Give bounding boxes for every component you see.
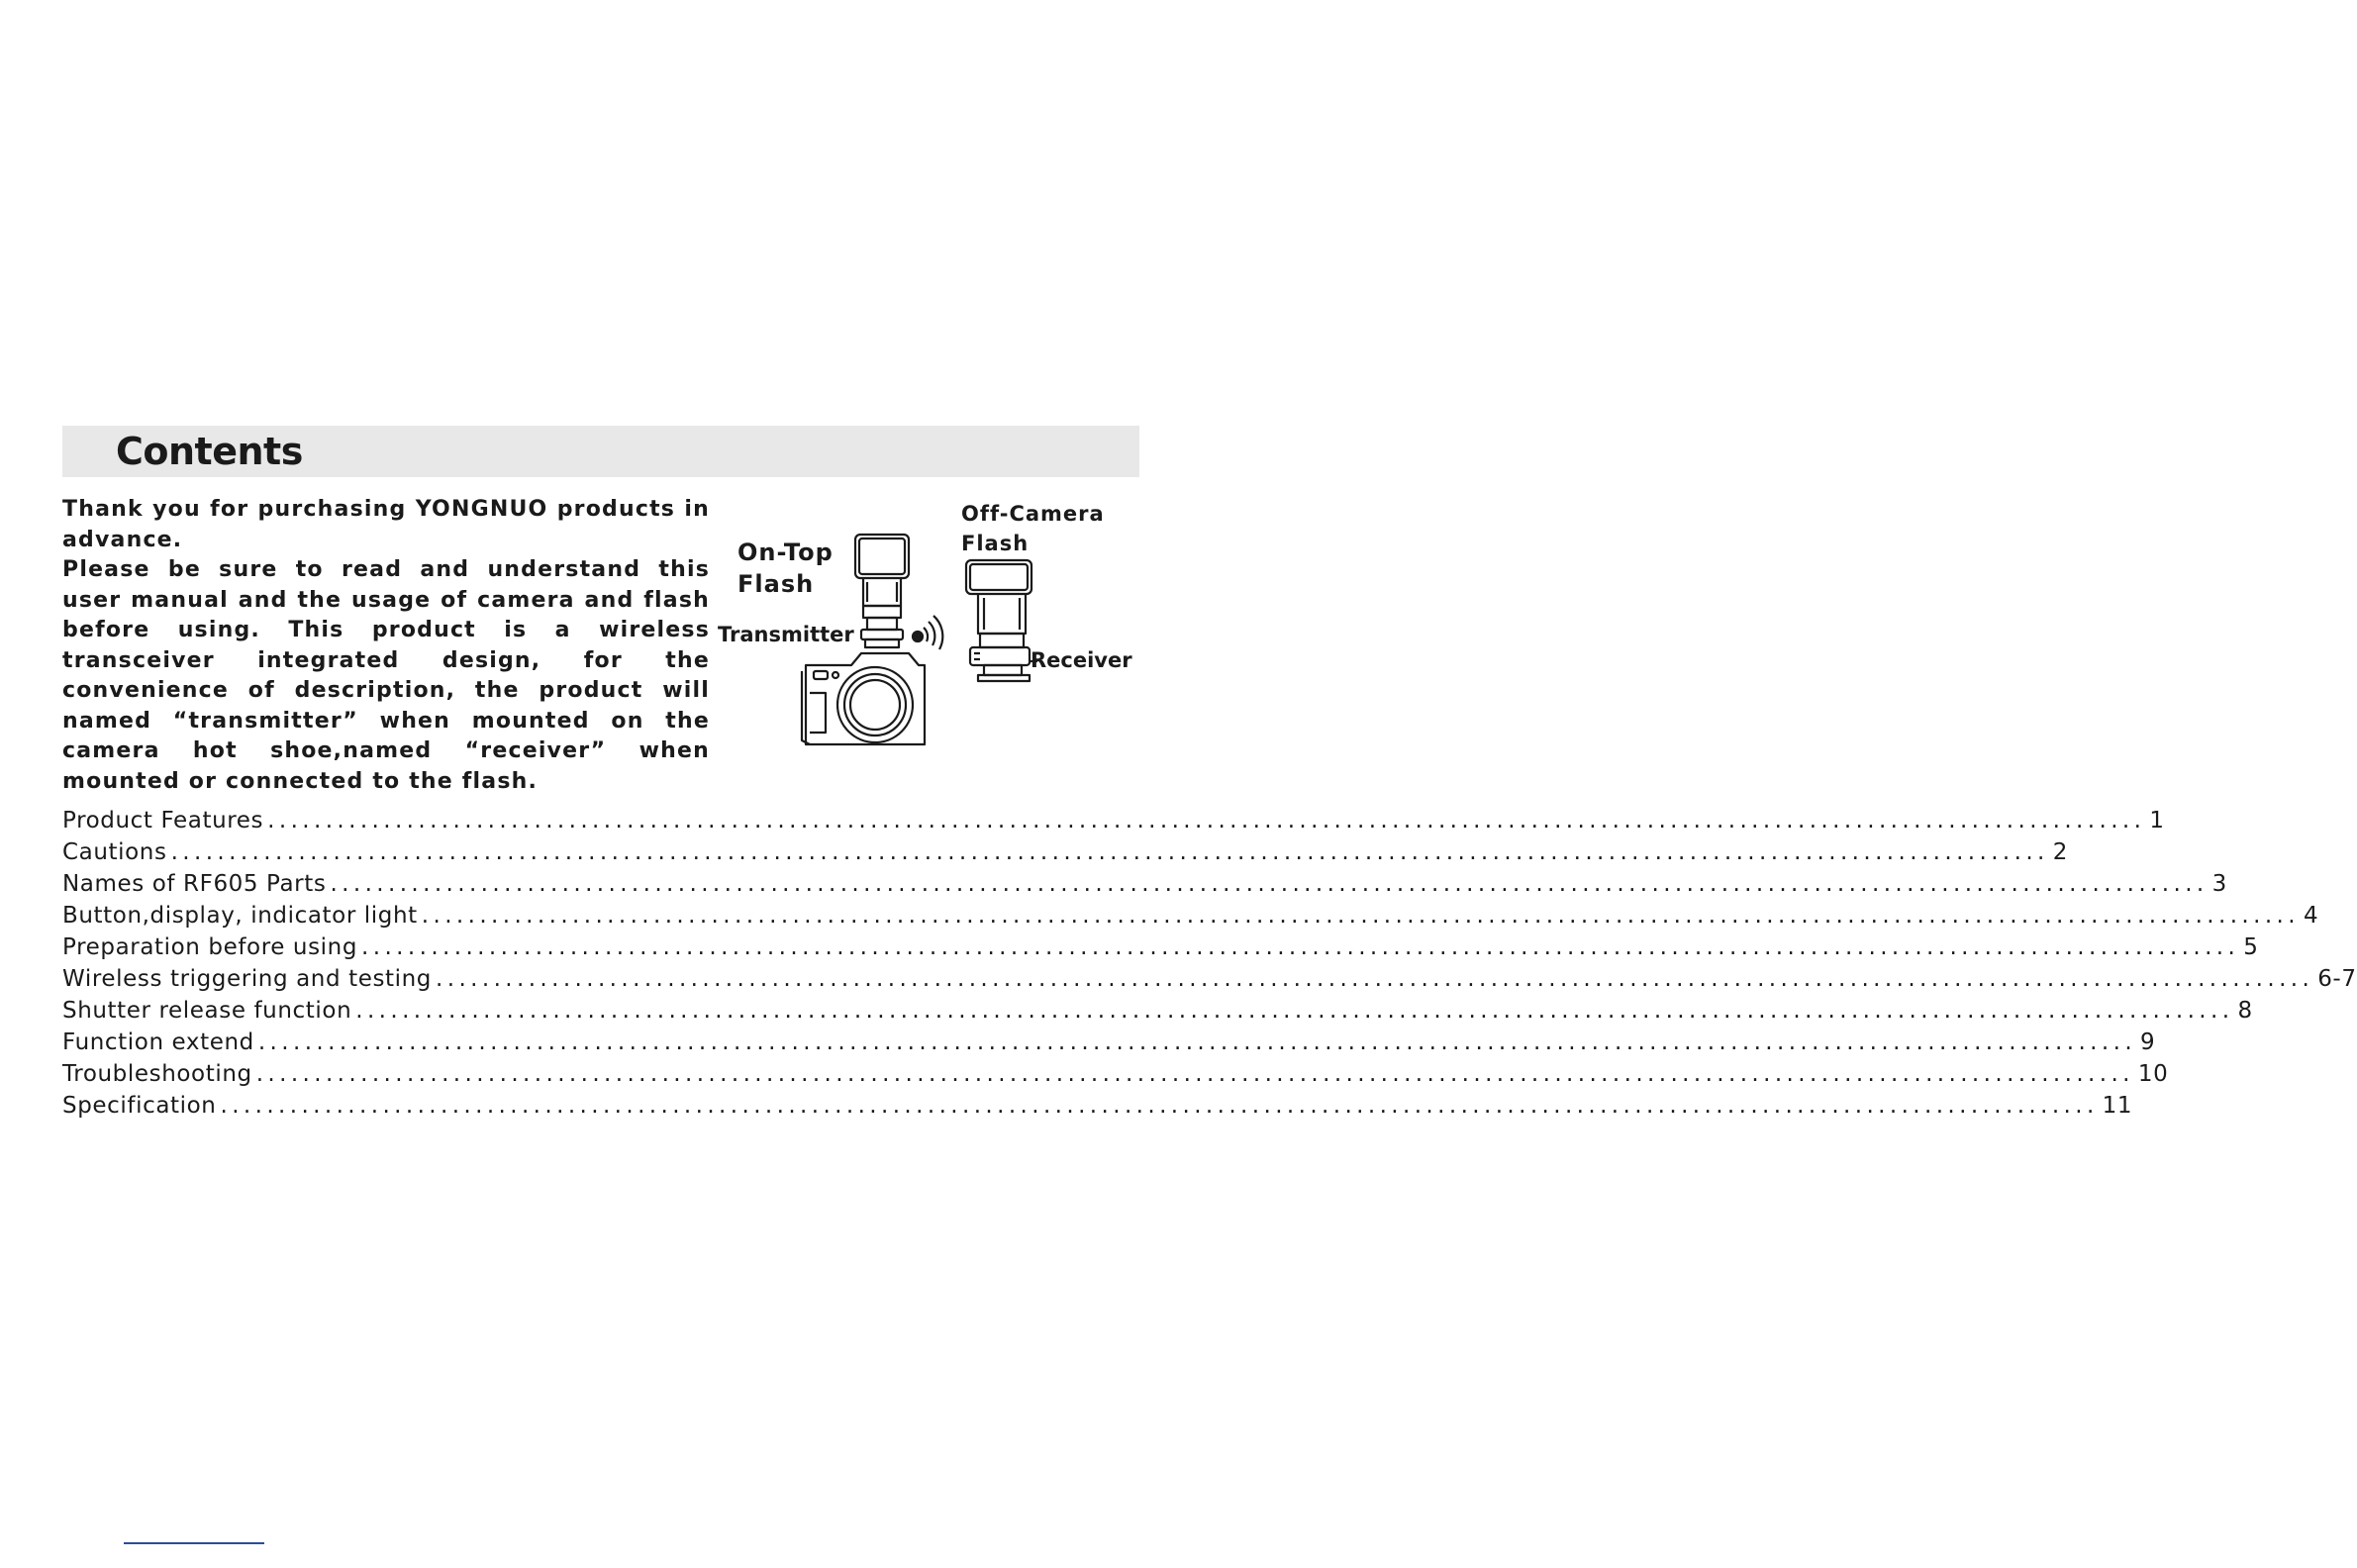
transmitter-icon	[861, 630, 903, 647]
off-camera-flash-icon	[966, 560, 1031, 647]
toc-entry-label: Specification	[62, 1093, 217, 1119]
table-of-contents	[62, 808, 2357, 1125]
transmitter-label: Transmitter	[718, 623, 854, 646]
toc-entry[interactable]	[62, 1029, 2156, 1061]
toc-entry[interactable]	[62, 903, 2319, 934]
toc-entry-page: 6-7	[2317, 966, 2357, 992]
toc-entry-page: 10	[2137, 1061, 2169, 1087]
page-title: Contents	[116, 430, 303, 473]
off-camera-flash-label: Off-Camera Flash	[961, 502, 1105, 555]
toc-leader-dots: ..................................................................................................................................................................	[255, 1061, 2134, 1087]
toc-entry-label: Shutter release function	[62, 998, 352, 1024]
toc-leader-dots: ..................................................................................................................................................................	[220, 1093, 2099, 1119]
intro-thanks: Thank you for purchasing YONGNUO products in advance.	[62, 497, 710, 552]
toc-leader-dots: ..................................................................................................................................................................	[361, 934, 2240, 960]
toc-entry-label: Button,display, indicator light	[62, 903, 418, 929]
toc-leader-dots: ..................................................................................................................................................................	[170, 839, 2049, 865]
toc-entry[interactable]	[62, 1093, 2133, 1125]
toc-leader-dots: ..................................................................................................................................................................	[355, 998, 2234, 1024]
transmitter-receiver-diagram	[715, 495, 1150, 762]
toc-entry-page: 5	[2243, 934, 2259, 960]
toc-entry[interactable]	[62, 998, 2253, 1029]
toc-entry-page: 2	[2052, 839, 2068, 865]
toc-entry-page: 8	[2237, 998, 2253, 1024]
toc-entry-label: Wireless triggering and testing	[62, 966, 433, 992]
toc-entry-page: 1	[2149, 808, 2165, 833]
toc-entry-page: 9	[2140, 1029, 2156, 1055]
toc-entry-page: 11	[2102, 1093, 2133, 1119]
receiver-label: Receiver	[1031, 648, 1132, 672]
toc-entry[interactable]	[62, 934, 2259, 966]
toc-entry-page: 4	[2303, 903, 2319, 929]
toc-entry-label: Names of RF605 Parts	[62, 871, 327, 897]
receiver-icon	[970, 647, 1037, 681]
toc-leader-dots: ..................................................................................................................................................................	[436, 966, 2314, 992]
toc-entry-page: 3	[2211, 871, 2227, 897]
toc-leader-dots: ..................................................................................................................................................................	[421, 903, 2300, 929]
toc-leader-dots: ..................................................................................................................................................................	[267, 808, 2146, 833]
title-bar	[62, 426, 1139, 477]
toc-entry-label: Product Features	[62, 808, 264, 833]
toc-entry[interactable]	[62, 871, 2227, 903]
toc-entry-label: Troubleshooting	[62, 1061, 252, 1087]
on-top-flash-icon	[855, 535, 909, 630]
intro-instructions: Please be sure to read and understand this user manual and the usage of camera and flash before using. This product is a wireless transceiver integrated design, for the convenience of description, the product will named “transmitter” when mounted on the camera hot shoe,named “receiver” when mounted or connected to the flash.	[62, 557, 710, 794]
toc-entry[interactable]	[62, 808, 2165, 839]
toc-entry[interactable]	[62, 966, 2357, 998]
toc-leader-dots: ..................................................................................................................................................................	[330, 871, 2209, 897]
toc-entry-label: Cautions	[62, 839, 167, 865]
on-top-flash-label: On-Top Flash	[737, 539, 834, 598]
camera-icon	[802, 653, 925, 744]
toc-entry[interactable]	[62, 839, 2068, 871]
footer-rule	[124, 1542, 264, 1544]
toc-entry-label: Preparation before using	[62, 934, 358, 960]
toc-leader-dots: ..................................................................................................................................................................	[257, 1029, 2137, 1055]
intro-paragraph	[62, 495, 710, 797]
toc-entry-label: Function extend	[62, 1029, 254, 1055]
toc-entry[interactable]	[62, 1061, 2169, 1093]
wireless-signal-icon	[913, 616, 942, 649]
